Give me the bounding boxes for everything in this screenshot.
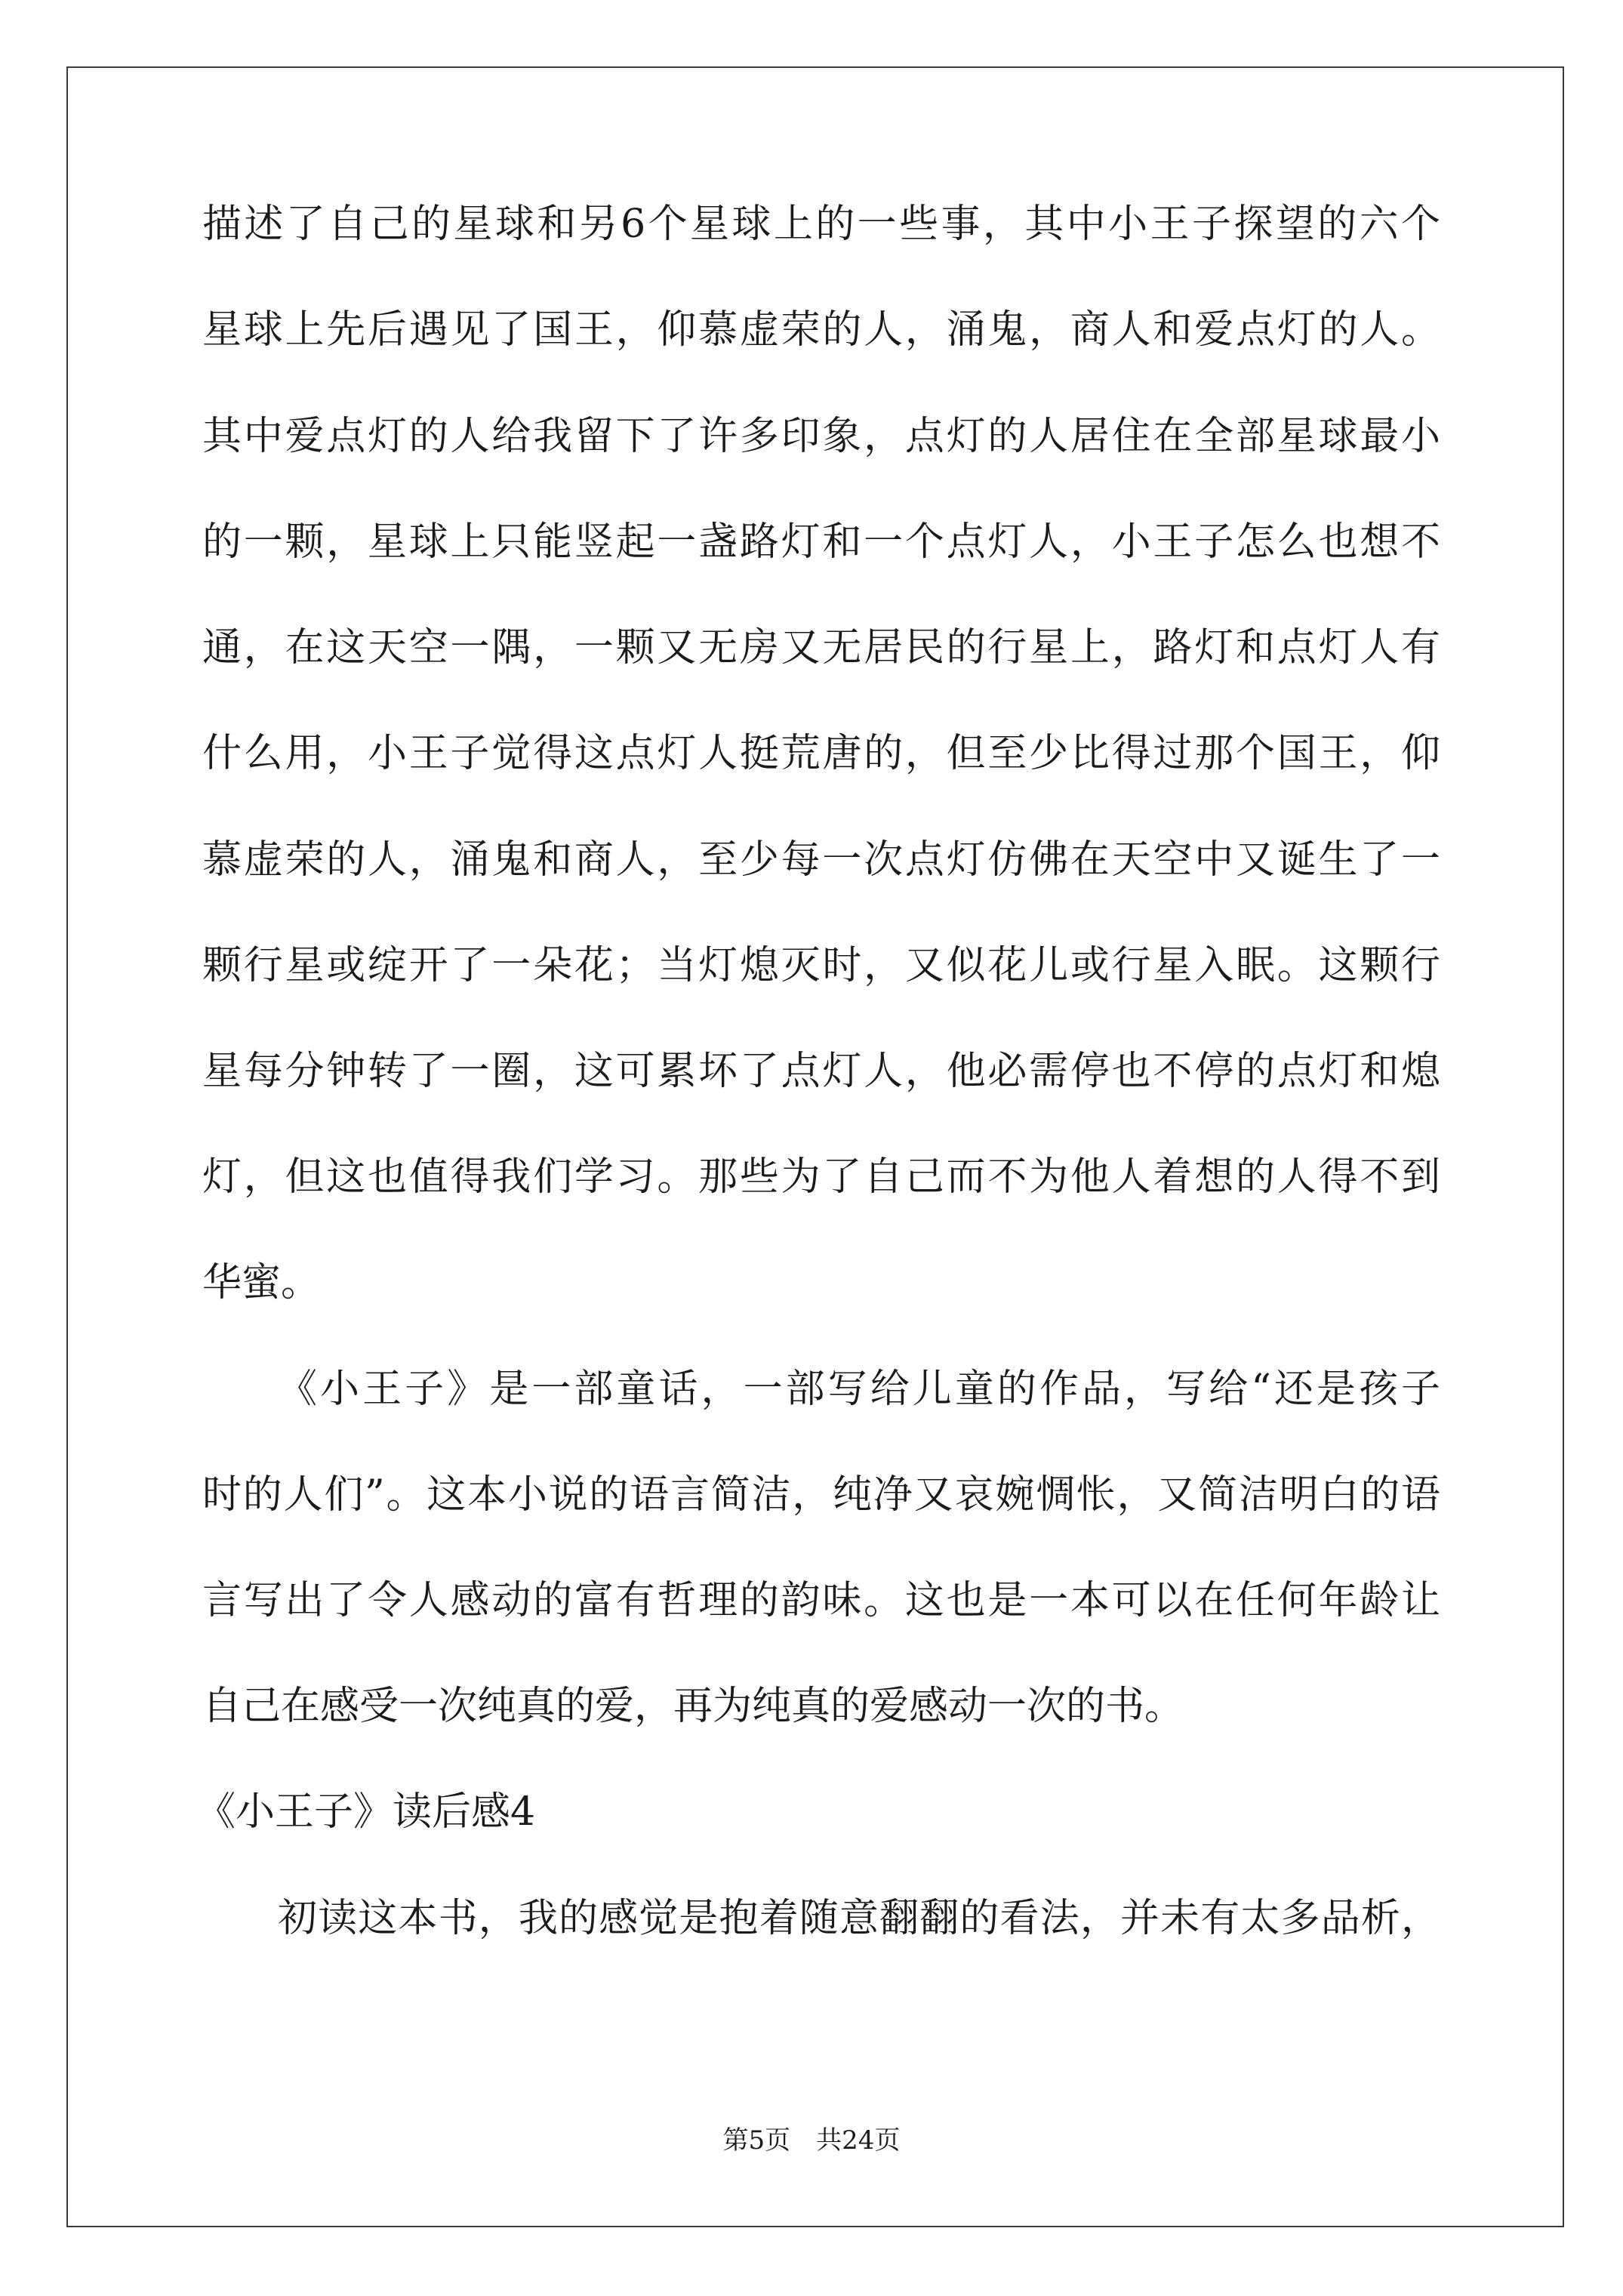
page-number-footer: 第5页 共24页 bbox=[722, 2125, 901, 2156]
paragraph-line: 初读这本书，我的感觉是抱着随意翻翻的看法，并未有太多品析， bbox=[278, 1896, 1440, 1941]
paragraph-line: 其中爱点灯的人给我留下了许多印象，点灯的人居住在全部星球最小 bbox=[202, 414, 1440, 459]
paragraph-line: 颗行星或绽开了一朵花；当灯熄灭时，又似花儿或行星入眠。这颗行 bbox=[202, 943, 1440, 988]
paragraph-line: 自己在感受一次纯真的爱，再为纯真的爱感动一次的书。 bbox=[202, 1684, 1184, 1729]
paragraph-line: 描述了自己的星球和另6个星球上的一些事，其中小王子探望的六个 bbox=[202, 202, 1440, 247]
paragraph-line: 《小王子》是一部童话，一部写给儿童的作品，写给“还是孩子 bbox=[278, 1367, 1440, 1412]
paragraph-line: 时的人们”。这本小说的语言简洁，纯净又哀婉惆怅，又简洁明白的语 bbox=[202, 1472, 1440, 1518]
paragraph-line: 华蜜。 bbox=[202, 1260, 321, 1305]
paragraph-line: 星球上先后遇见了国王，仰慕虚荣的人，涌鬼，商人和爱点灯的人。 bbox=[202, 307, 1440, 353]
paragraph-line: 灯，但这也值得我们学习。那些为了自己而不为他人着想的人得不到 bbox=[202, 1154, 1440, 1200]
paragraph-line: 通，在这天空一隅，一颗又无房又无居民的行星上，路灯和点灯人有 bbox=[202, 625, 1440, 670]
paragraph-line: 的一颗，星球上只能竖起一盏路灯和一个点灯人，小王子怎么也想不 bbox=[202, 519, 1440, 565]
paragraph-line: 言写出了令人感动的富有哲理的韵味。这也是一本可以在任何年龄让 bbox=[202, 1578, 1440, 1623]
paragraph-line: 星每分钟转了一圈，这可累坏了点灯人，他必需停也不停的点灯和熄 bbox=[202, 1049, 1440, 1094]
paragraph-line: 什么用，小王子觉得这点灯人挺荒唐的，但至少比得过那个国王，仰 bbox=[202, 731, 1440, 776]
paragraph-line: 慕虚荣的人，涌鬼和商人，至少每一次点灯仿佛在天空中又诞生了一 bbox=[202, 837, 1440, 883]
section-heading: 《小王子》读后感4 bbox=[196, 1789, 536, 1835]
